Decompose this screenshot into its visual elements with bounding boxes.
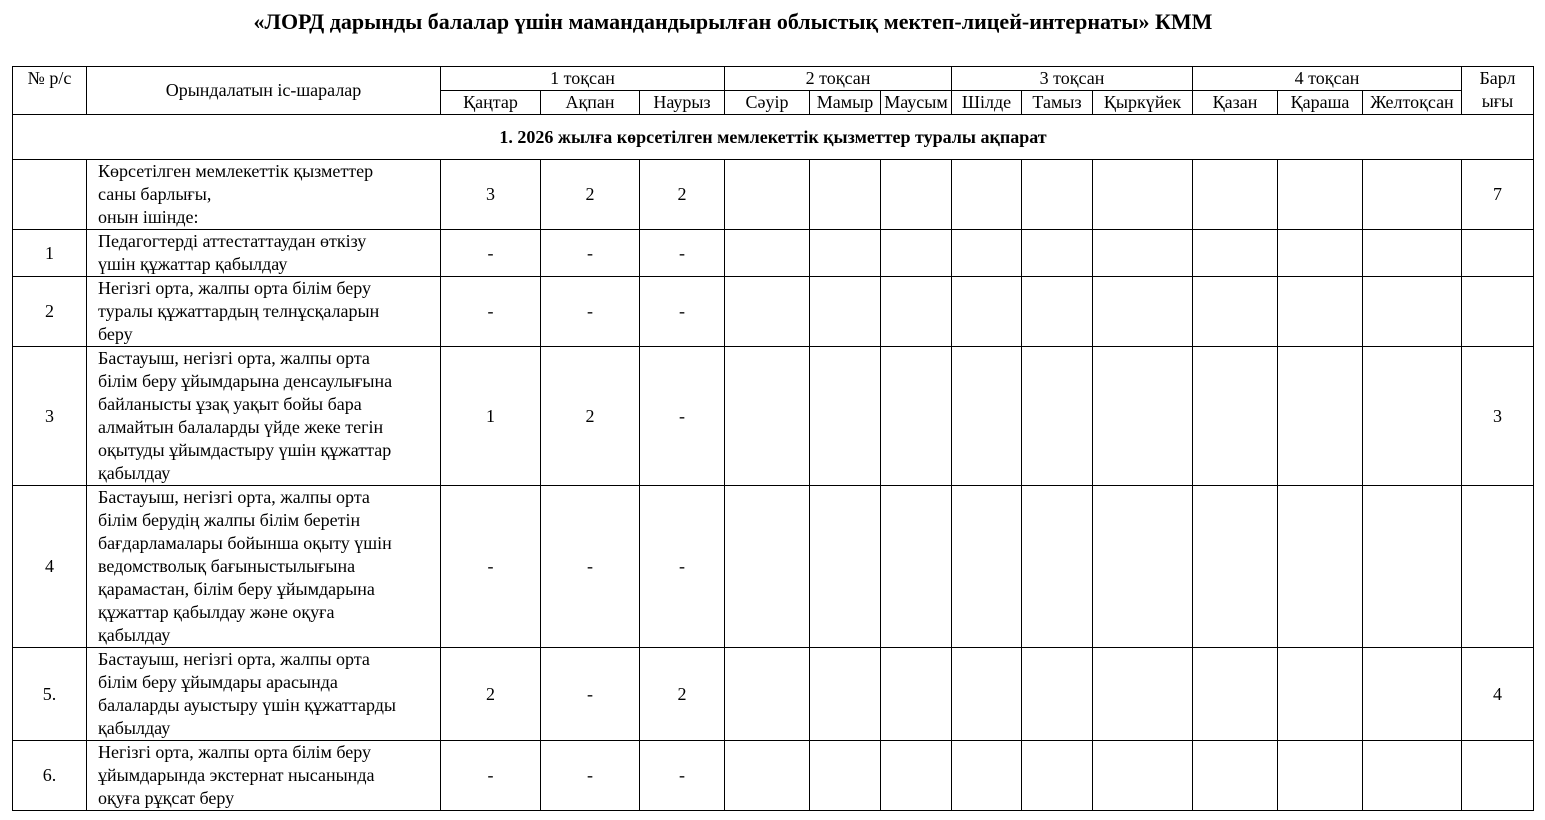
month-value-cell (1022, 486, 1093, 648)
header-quarter-4: 4 тоқсан (1193, 67, 1462, 91)
month-value-cell: - (441, 277, 541, 347)
activity-line: онын ішінде: (98, 207, 199, 227)
activity-line: Бастауыш, негізгі орта, жалпы орта (98, 348, 370, 368)
header-quarter-1: 1 тоқсан (441, 67, 725, 91)
month-value-cell (881, 230, 952, 277)
month-value-cell: 2 (640, 160, 725, 230)
month-value-cell: 2 (541, 160, 640, 230)
row-activity (87, 741, 441, 811)
activity-line: байланысты ұзақ уақыт бойы бара (98, 394, 362, 414)
row-total (1462, 741, 1534, 811)
page-title: «ЛОРД дарынды балалар үшін мамандандырылған облыстық мектеп-лицей-интернаты» КММ (253, 9, 1213, 34)
month-dec: Желтоқсан (1363, 91, 1462, 115)
activity-line: Негізгі орта, жалпы орта білім беру (98, 278, 372, 298)
month-value-cell (1278, 486, 1363, 648)
month-mar: Наурыз (640, 91, 725, 115)
row-activity (87, 277, 441, 347)
activity-line: Көрсетілген мемлекеттік қызметтер (98, 161, 374, 181)
month-value-cell (725, 741, 810, 811)
month-value-cell (725, 230, 810, 277)
month-value-cell (1363, 648, 1462, 741)
activity-line: Педагогтерді аттестаттаудан өткізу (98, 231, 367, 251)
month-value-cell (810, 486, 881, 648)
month-value-cell: 1 (441, 347, 541, 486)
month-value-cell (1193, 347, 1278, 486)
month-jun: Маусым (881, 91, 952, 115)
month-value-cell (810, 160, 881, 230)
row-activity (87, 160, 441, 230)
header-quarter-3: 3 тоқсан (952, 67, 1193, 91)
month-value-cell (1363, 741, 1462, 811)
month-value-cell (1363, 486, 1462, 648)
activity-line: балаларды ауыстыру үшін құжаттарды (98, 695, 396, 715)
month-value-cell (810, 277, 881, 347)
month-value-cell (1022, 741, 1093, 811)
month-value-cell (1193, 648, 1278, 741)
month-value-cell (952, 741, 1022, 811)
month-aug: Тамыз (1022, 91, 1093, 115)
month-value-cell: 2 (640, 648, 725, 741)
month-value-cell: - (541, 277, 640, 347)
month-value-cell: - (640, 230, 725, 277)
activity-line: қабылдау (98, 625, 171, 645)
row-number: 3 (13, 347, 87, 486)
header-total-line-2: ығы (1481, 91, 1514, 111)
table-row (13, 648, 1534, 741)
table-row (13, 160, 1534, 230)
month-value-cell (725, 347, 810, 486)
month-value-cell (1193, 486, 1278, 648)
month-value-cell (881, 277, 952, 347)
month-value-cell: 2 (441, 648, 541, 741)
month-value-cell (1022, 277, 1093, 347)
month-value-cell: - (541, 741, 640, 811)
month-value-cell (881, 347, 952, 486)
month-value-cell (1278, 347, 1363, 486)
activity-line: Бастауыш, негізгі орта, жалпы орта (98, 649, 370, 669)
month-sep: Қыркүйек (1093, 91, 1193, 115)
month-jul: Шілде (952, 91, 1022, 115)
month-value-cell (952, 277, 1022, 347)
table-row (13, 486, 1534, 648)
row-activity (87, 486, 441, 648)
month-value-cell (1363, 277, 1462, 347)
activity-line: беру (98, 324, 133, 344)
month-value-cell (810, 648, 881, 741)
month-value-cell: - (541, 230, 640, 277)
month-value-cell (1093, 347, 1193, 486)
activity-line: қабылдау (98, 463, 171, 483)
month-value-cell (1278, 277, 1363, 347)
month-value-cell (952, 160, 1022, 230)
month-value-cell (952, 486, 1022, 648)
services-table (12, 66, 1534, 811)
row-total (1462, 277, 1534, 347)
row-activity (87, 347, 441, 486)
row-total: 4 (1462, 648, 1534, 741)
month-value-cell (1363, 347, 1462, 486)
header-num: № р/с (13, 67, 87, 115)
month-value-cell: - (541, 486, 640, 648)
month-value-cell (1093, 277, 1193, 347)
month-value-cell (881, 160, 952, 230)
activity-line: оқуға рұқсат беру (98, 788, 235, 808)
header-total-line-1: Барл (1479, 68, 1516, 88)
month-value-cell: - (441, 741, 541, 811)
month-value-cell: - (640, 277, 725, 347)
activity-line: Бастауыш, негізгі орта, жалпы орта (98, 487, 370, 507)
activity-line: туралы құжаттардың телнұсқаларын (98, 301, 380, 321)
activity-line: құжаттар қабылдау және оқуға (98, 602, 335, 622)
month-value-cell (881, 741, 952, 811)
month-value-cell (1093, 648, 1193, 741)
month-nov: Қараша (1278, 91, 1363, 115)
month-value-cell: - (640, 347, 725, 486)
month-value-cell (952, 648, 1022, 741)
activity-line: бағдарламалары бойынша оқыту үшін (98, 533, 392, 553)
month-value-cell (725, 160, 810, 230)
header-quarter-2: 2 тоқсан (725, 67, 952, 91)
month-value-cell (1093, 486, 1193, 648)
activity-line: оқытуды ұйымдастыру үшін құжаттар (98, 440, 392, 460)
activity-line: Негізгі орта, жалпы орта білім беру (98, 742, 372, 762)
row-total: 3 (1462, 347, 1534, 486)
month-value-cell (881, 486, 952, 648)
month-value-cell (952, 347, 1022, 486)
table-row (13, 230, 1534, 277)
row-number: 5. (13, 648, 87, 741)
activity-line: алмайтын балаларды үйде жеке тегін (98, 417, 384, 437)
month-value-cell (725, 277, 810, 347)
month-value-cell (1022, 160, 1093, 230)
month-value-cell (1193, 230, 1278, 277)
header-activity: Орындалатын іс-шаралар (87, 67, 441, 115)
month-value-cell: - (441, 486, 541, 648)
month-value-cell (1093, 741, 1193, 811)
month-value-cell (1022, 230, 1093, 277)
month-value-cell: - (640, 486, 725, 648)
month-value-cell (725, 486, 810, 648)
row-activity (87, 648, 441, 741)
month-value-cell (1278, 741, 1363, 811)
month-value-cell (725, 648, 810, 741)
month-value-cell: - (541, 648, 640, 741)
month-may: Мамыр (810, 91, 881, 115)
month-value-cell (810, 347, 881, 486)
month-oct: Қазан (1193, 91, 1278, 115)
row-number: 2 (13, 277, 87, 347)
row-total (1462, 486, 1534, 648)
activity-line: білім беру ұйымдарына денсаулығына (98, 371, 393, 391)
month-value-cell: - (441, 230, 541, 277)
table-row (13, 741, 1534, 811)
row-number: 6. (13, 741, 87, 811)
month-value-cell: 2 (541, 347, 640, 486)
row-number (13, 160, 87, 230)
month-value-cell (1193, 160, 1278, 230)
header-total (1462, 67, 1534, 115)
row-number: 4 (13, 486, 87, 648)
month-jan: Қаңтар (441, 91, 541, 115)
activity-line: қарамастан, білім беру ұйымдарына (98, 579, 375, 599)
month-value-cell (1363, 160, 1462, 230)
activity-line: саны барлығы, (98, 184, 212, 204)
month-apr: Сәуір (725, 91, 810, 115)
month-value-cell (1022, 648, 1093, 741)
month-value-cell: - (640, 741, 725, 811)
row-total: 7 (1462, 160, 1534, 230)
activity-line: үшін құжаттар қабылдау (98, 254, 288, 274)
month-value-cell (1193, 277, 1278, 347)
month-value-cell (952, 230, 1022, 277)
month-value-cell (1278, 160, 1363, 230)
month-value-cell (1193, 741, 1278, 811)
row-total (1462, 230, 1534, 277)
activity-line: ведомстволық бағыныстылығына (98, 556, 356, 576)
month-value-cell (810, 230, 881, 277)
activity-line: ұйымдарында экстернат нысанында (98, 765, 375, 785)
row-activity (87, 230, 441, 277)
month-value-cell: 3 (441, 160, 541, 230)
table-row (13, 347, 1534, 486)
activity-line: білім беру ұйымдары арасында (98, 672, 338, 692)
activity-line: білім берудің жалпы білім беретін (98, 510, 361, 530)
month-value-cell (1278, 648, 1363, 741)
activity-line: қабылдау (98, 718, 171, 738)
month-value-cell (1093, 230, 1193, 277)
month-feb: Ақпан (541, 91, 640, 115)
month-value-cell (1093, 160, 1193, 230)
month-value-cell (881, 648, 952, 741)
month-value-cell (1022, 347, 1093, 486)
month-value-cell (1363, 230, 1462, 277)
month-value-cell (1278, 230, 1363, 277)
row-number: 1 (13, 230, 87, 277)
section-title: 1. 2026 жылға көрсетілген мемлекеттік қызметтер туралы ақпарат (13, 115, 1534, 160)
table-row (13, 277, 1534, 347)
month-value-cell (810, 741, 881, 811)
